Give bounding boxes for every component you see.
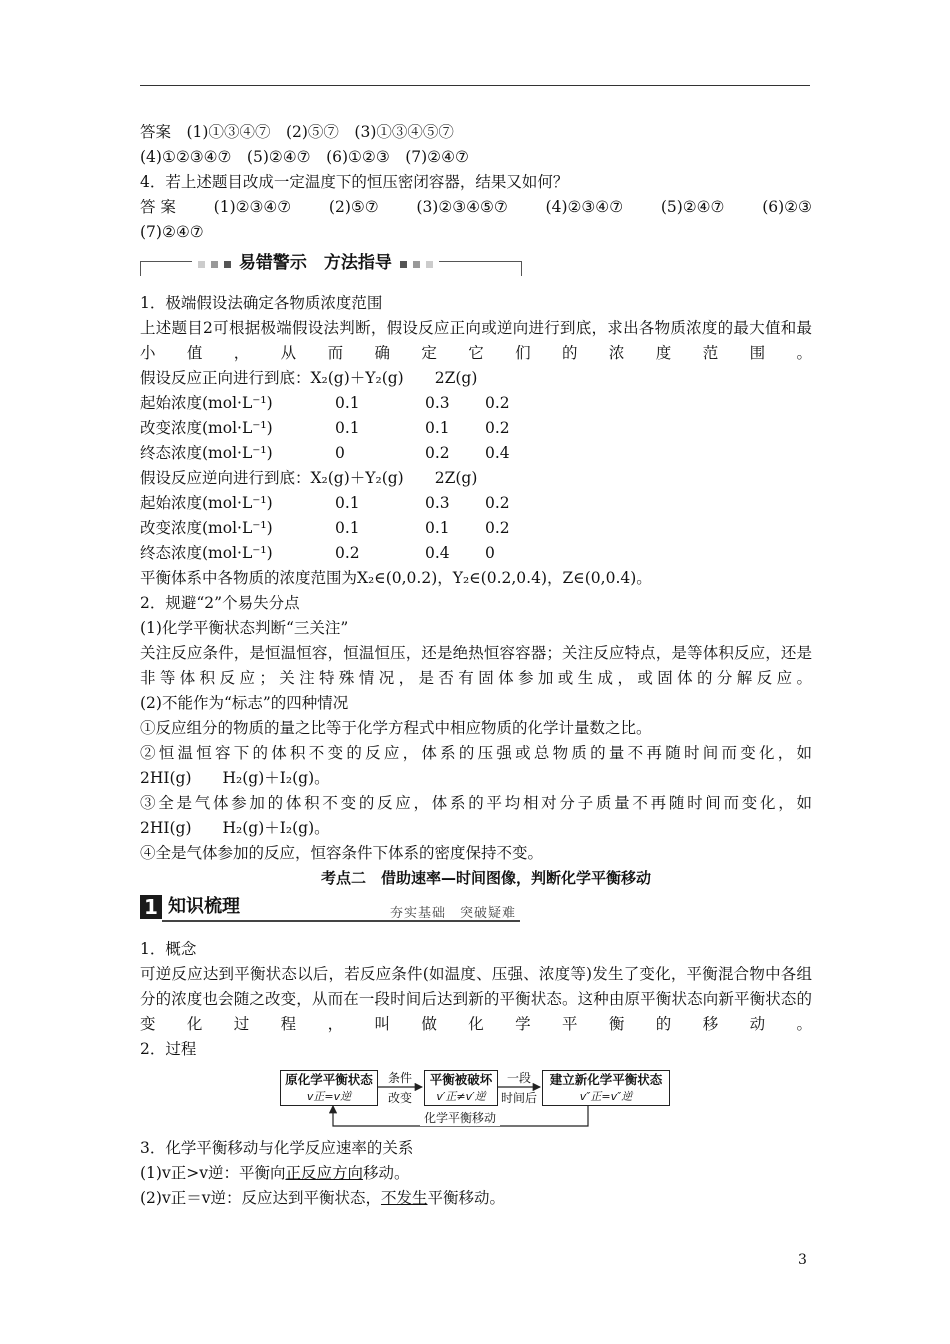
range-statement: 平衡体系中各物质的浓度范围为X₂∈(0,0.2)，Y₂∈(0.2,0.4)，Z∈(0,0.4)。 <box>140 569 652 587</box>
header-rule <box>140 85 810 86</box>
row-value: 0 <box>335 444 345 462</box>
return-label: 化学平衡移动 <box>420 1110 500 1126</box>
row-value: 0.4 <box>425 544 450 562</box>
flow-box-new <box>542 1070 670 1106</box>
equation: 2HI(g) H₂(g)＋I₂(g)。 <box>140 819 330 837</box>
method-heading: 1．极端假设法确定各物质浓度范围 <box>140 294 383 312</box>
arrow-label: 条件 <box>387 1071 412 1085</box>
answer-item: (3)②③④⑤⑦ <box>416 198 508 216</box>
subheading: (1)化学平衡状态判断“三关注” <box>140 619 349 637</box>
row-value: 0.2 <box>485 519 510 537</box>
tips-banner <box>140 251 812 287</box>
banner-title-text: 易错警示 方法指导 <box>238 253 392 273</box>
row-label: 终态浓度(mol·L⁻¹) <box>140 444 273 462</box>
method-heading: 2．规避“2”个易失分点 <box>140 594 300 612</box>
banner-title: 知识梳理 <box>168 896 240 917</box>
row-label: 终态浓度(mol·L⁻¹) <box>140 544 273 562</box>
subheading: 2．过程 <box>140 1040 197 1058</box>
row-label: 改变浓度(mol·L⁻¹) <box>140 419 273 437</box>
flow-box-original <box>280 1070 378 1106</box>
row-value: 0.1 <box>425 519 450 537</box>
answer-line: (4)①②③④⑦ (5)②④⑦ (6)①②③ (7)②④⑦ <box>140 148 469 166</box>
row-value: 0.3 <box>425 494 450 512</box>
relation-text: (1)v正>v逆：平衡向 <box>140 1164 286 1182</box>
table-row <box>140 391 812 416</box>
row-value: 0.2 <box>485 394 510 412</box>
list-item: ②恒温恒容下的体积不变的反应，体系的压强或总物质的量不再随时间而变化，如 <box>140 744 812 762</box>
relation-text: (2)v正＝v逆：反应达到平衡状态， <box>140 1189 381 1207</box>
row-label: 起始浓度(mol·L⁻¹) <box>140 394 273 412</box>
arrow-label: 一段 <box>506 1071 531 1085</box>
arrow-label: 时间后 <box>500 1091 537 1105</box>
forward-title: 假设反应正向进行到底：X₂(g)＋Y₂(g) 2Z(g) <box>140 369 478 387</box>
row-value: 0.1 <box>335 419 360 437</box>
answer-item: (4)②③④⑦ <box>545 198 624 216</box>
list-item: ③全是气体参加的体积不变的反应，体系的平均相对分子质量不再随时间而变化，如 <box>140 794 812 812</box>
row-value: 0.1 <box>335 519 360 537</box>
row-value: 0.2 <box>335 544 360 562</box>
flow-box-broken <box>424 1070 498 1106</box>
row-value: 0.4 <box>485 444 510 462</box>
list-item: ①反应组分的物质的量之比等于化学方程式中相应物质的化学计量数之比。 <box>140 719 652 737</box>
row-value: 0.2 <box>485 419 510 437</box>
answer-item: (5)②④⑦ <box>660 198 725 216</box>
square-decoration-icon <box>400 251 433 275</box>
banner-title <box>192 251 439 275</box>
row-value: 0.3 <box>425 394 450 412</box>
answer-item: (6)②③ <box>762 198 812 216</box>
relation-item <box>140 1161 812 1186</box>
row-label: 起始浓度(mol·L⁻¹) <box>140 494 273 512</box>
row-value: 0.2 <box>425 444 450 462</box>
knowledge-banner <box>140 893 812 925</box>
relation-item <box>140 1186 812 1211</box>
relation-answer: 不发生 <box>380 1189 428 1207</box>
reverse-title: 假设反应逆向进行到底：X₂(g)＋Y₂(g) 2Z(g) <box>140 469 478 487</box>
row-value: 0.1 <box>335 494 360 512</box>
subheading: 3．化学平衡移动与化学反应速率的关系 <box>140 1139 414 1157</box>
answer-4-row <box>140 195 812 220</box>
flow-box-title: 原化学平衡状态 <box>285 1072 373 1087</box>
table-row <box>140 541 812 566</box>
table-row <box>140 516 812 541</box>
answer-line: (7)②④⑦ <box>140 223 204 241</box>
flow-box-formula: v″正=v″逆 <box>579 1090 633 1103</box>
table-row <box>140 441 812 466</box>
paragraph: 可逆反应达到平衡状态以后，若反应条件(如温度、压强、浓度等)发生了变化，平衡混合物中各组分的浓度也会随之改变，从而在一段时间后达到新的平衡状态。这种由原平衡状态向新平衡状态的变化过程，叫做化学平衡的移动。 <box>140 965 812 1033</box>
flow-box-formula: v正=v逆 <box>306 1090 352 1103</box>
relation-answer: 正反应方向 <box>285 1164 363 1182</box>
row-value: 0.2 <box>485 494 510 512</box>
section-heading: 考点二 借助速率—时间图像，判断化学平衡移动 <box>320 869 651 887</box>
banner-underline <box>162 920 520 922</box>
flow-box-title: 建立新化学平衡状态 <box>549 1072 663 1087</box>
arrow-label: 改变 <box>387 1091 412 1105</box>
equation: 2HI(g) H₂(g)＋I₂(g)。 <box>140 769 330 787</box>
row-label: 改变浓度(mol·L⁻¹) <box>140 519 273 537</box>
relation-text: 移动。 <box>362 1164 410 1182</box>
method-paragraph: 上述题目2可根据极端假设法判断，假设反应正向或逆向进行到底，求出各物质浓度的最大值和最小值，从而确定它们的浓度范围。 <box>140 319 812 362</box>
banner-subtitle: 夯实基础 突破疑难 <box>390 906 517 921</box>
answer-line: 答案 (1)①③④⑦ (2)⑤⑦ (3)①③④⑤⑦ <box>140 123 454 141</box>
relation-text: 平衡移动。 <box>427 1189 506 1207</box>
page-number: 3 <box>798 1252 807 1268</box>
square-decoration-icon <box>198 251 231 275</box>
question-4: 4．若上述题目改成一定温度下的恒压密闭容器，结果又如何？ <box>140 173 569 191</box>
table-row <box>140 416 812 441</box>
subheading: (2)不能作为“标志”的四种情况 <box>140 694 349 712</box>
answer-item: (1)②③④⑦ <box>213 198 292 216</box>
row-value: 0.1 <box>335 394 360 412</box>
section-number-badge: 1 <box>140 895 162 919</box>
subheading: 1．概念 <box>140 940 197 958</box>
page-content <box>140 120 812 1211</box>
table-row <box>140 491 812 516</box>
answer-item: (2)⑤⑦ <box>328 198 379 216</box>
process-diagram <box>140 1068 812 1130</box>
list-item: ④全是气体参加的反应，恒容条件下体系的密度保持不变。 <box>140 844 544 862</box>
row-value: 0.1 <box>425 419 450 437</box>
flow-box-formula: v′正≠v′逆 <box>436 1090 486 1103</box>
row-value: 0 <box>485 544 495 562</box>
flow-box-title: 平衡被破坏 <box>429 1072 493 1087</box>
paragraph: 关注反应条件，是恒温恒容，恒温恒压，还是绝热恒容容器；关注反应特点，是等体积反应，还是非等体积反应；关注特殊情况，是否有固体参加或生成，或固体的分解反应。 <box>140 644 812 687</box>
answer-label: 答 案 <box>140 198 176 216</box>
